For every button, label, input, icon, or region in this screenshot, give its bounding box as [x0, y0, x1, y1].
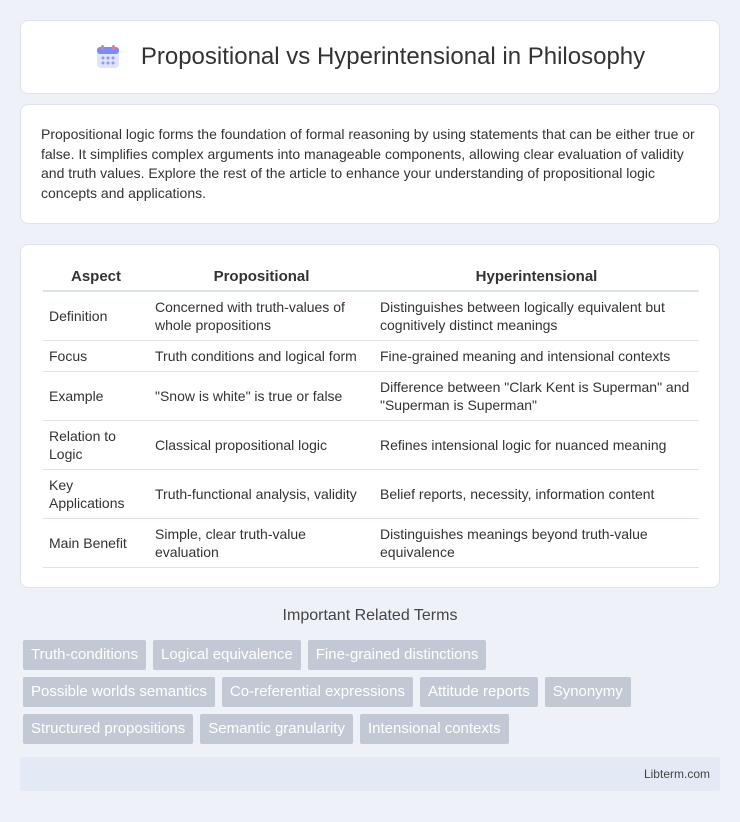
comparison-card — [20, 244, 720, 588]
tag-row — [23, 677, 723, 707]
related-term-tag[interactable]: Fine-grained distinctions — [308, 640, 487, 670]
hyperintensional-cell: Distinguishes meanings beyond truth-value equivalence — [374, 518, 699, 567]
table-row — [43, 420, 699, 469]
propositional-cell: Simple, clear truth-value evaluation — [149, 518, 374, 567]
related-terms-heading: Important Related Terms — [282, 607, 458, 624]
table-header-row — [43, 267, 699, 291]
hyperintensional-cell: Fine-grained meaning and intensional contexts — [374, 340, 699, 371]
table-row — [43, 518, 699, 567]
related-term-tag[interactable]: Structured propositions — [23, 714, 193, 744]
related-term-tag[interactable]: Intensional contexts — [360, 714, 509, 744]
aspect-cell: Definition — [43, 291, 149, 340]
page-title: Propositional vs Hyperintensional in Philosophy — [140, 43, 646, 70]
aspect-cell: Example — [43, 371, 149, 420]
table-row — [43, 340, 699, 371]
hyperintensional-cell: Difference between "Clark Kent is Superman" and "Superman is Superman" — [374, 371, 699, 420]
aspect-cell: Relation to Logic — [43, 420, 149, 469]
propositional-cell: Classical propositional logic — [149, 420, 374, 469]
footer — [20, 757, 720, 791]
aspect-cell: Focus — [43, 340, 149, 371]
propositional-cell: "Snow is white" is true or false — [149, 371, 374, 420]
related-term-tag[interactable]: Attitude reports — [420, 677, 538, 707]
calendar-icon — [95, 44, 121, 70]
table-row — [43, 291, 699, 340]
table-row — [43, 371, 699, 420]
related-term-tag[interactable]: Truth-conditions — [23, 640, 146, 670]
intro-card — [20, 104, 720, 224]
footer-brand-link[interactable]: Libterm.com — [643, 767, 710, 781]
related-terms-list — [23, 640, 723, 751]
column-header: Aspect — [43, 267, 149, 291]
comparison-table — [43, 267, 699, 568]
hyperintensional-cell: Distinguishes between logically equivalent but cognitively distinct meanings — [374, 291, 699, 340]
aspect-cell: Main Benefit — [43, 518, 149, 567]
related-term-tag[interactable]: Possible worlds semantics — [23, 677, 215, 707]
related-term-tag[interactable]: Synonymy — [545, 677, 631, 707]
related-term-tag[interactable]: Semantic granularity — [200, 714, 353, 744]
propositional-cell: Concerned with truth-values of whole propositions — [149, 291, 374, 340]
table-row — [43, 469, 699, 518]
tag-row — [23, 640, 723, 670]
hyperintensional-cell: Belief reports, necessity, information content — [374, 469, 699, 518]
tag-row — [23, 714, 723, 744]
column-header: Propositional — [149, 267, 374, 291]
column-header: Hyperintensional — [374, 267, 699, 291]
hyperintensional-cell: Refines intensional logic for nuanced meaning — [374, 420, 699, 469]
related-term-tag[interactable]: Logical equivalence — [153, 640, 301, 670]
propositional-cell: Truth conditions and logical form — [149, 340, 374, 371]
propositional-cell: Truth-functional analysis, validity — [149, 469, 374, 518]
related-term-tag[interactable]: Co-referential expressions — [222, 677, 413, 707]
intro-text: Propositional logic forms the foundation of formal reasoning by using statements that can be either true or false. It simplifies complex arguments into manageable components, allowing clear evaluation of validity and truth values. Explore the rest of the article to enhance your understanding of propositional logic concepts and applications. — [41, 126, 695, 201]
aspect-cell: Key Applications — [43, 469, 149, 518]
title-card — [20, 20, 720, 94]
